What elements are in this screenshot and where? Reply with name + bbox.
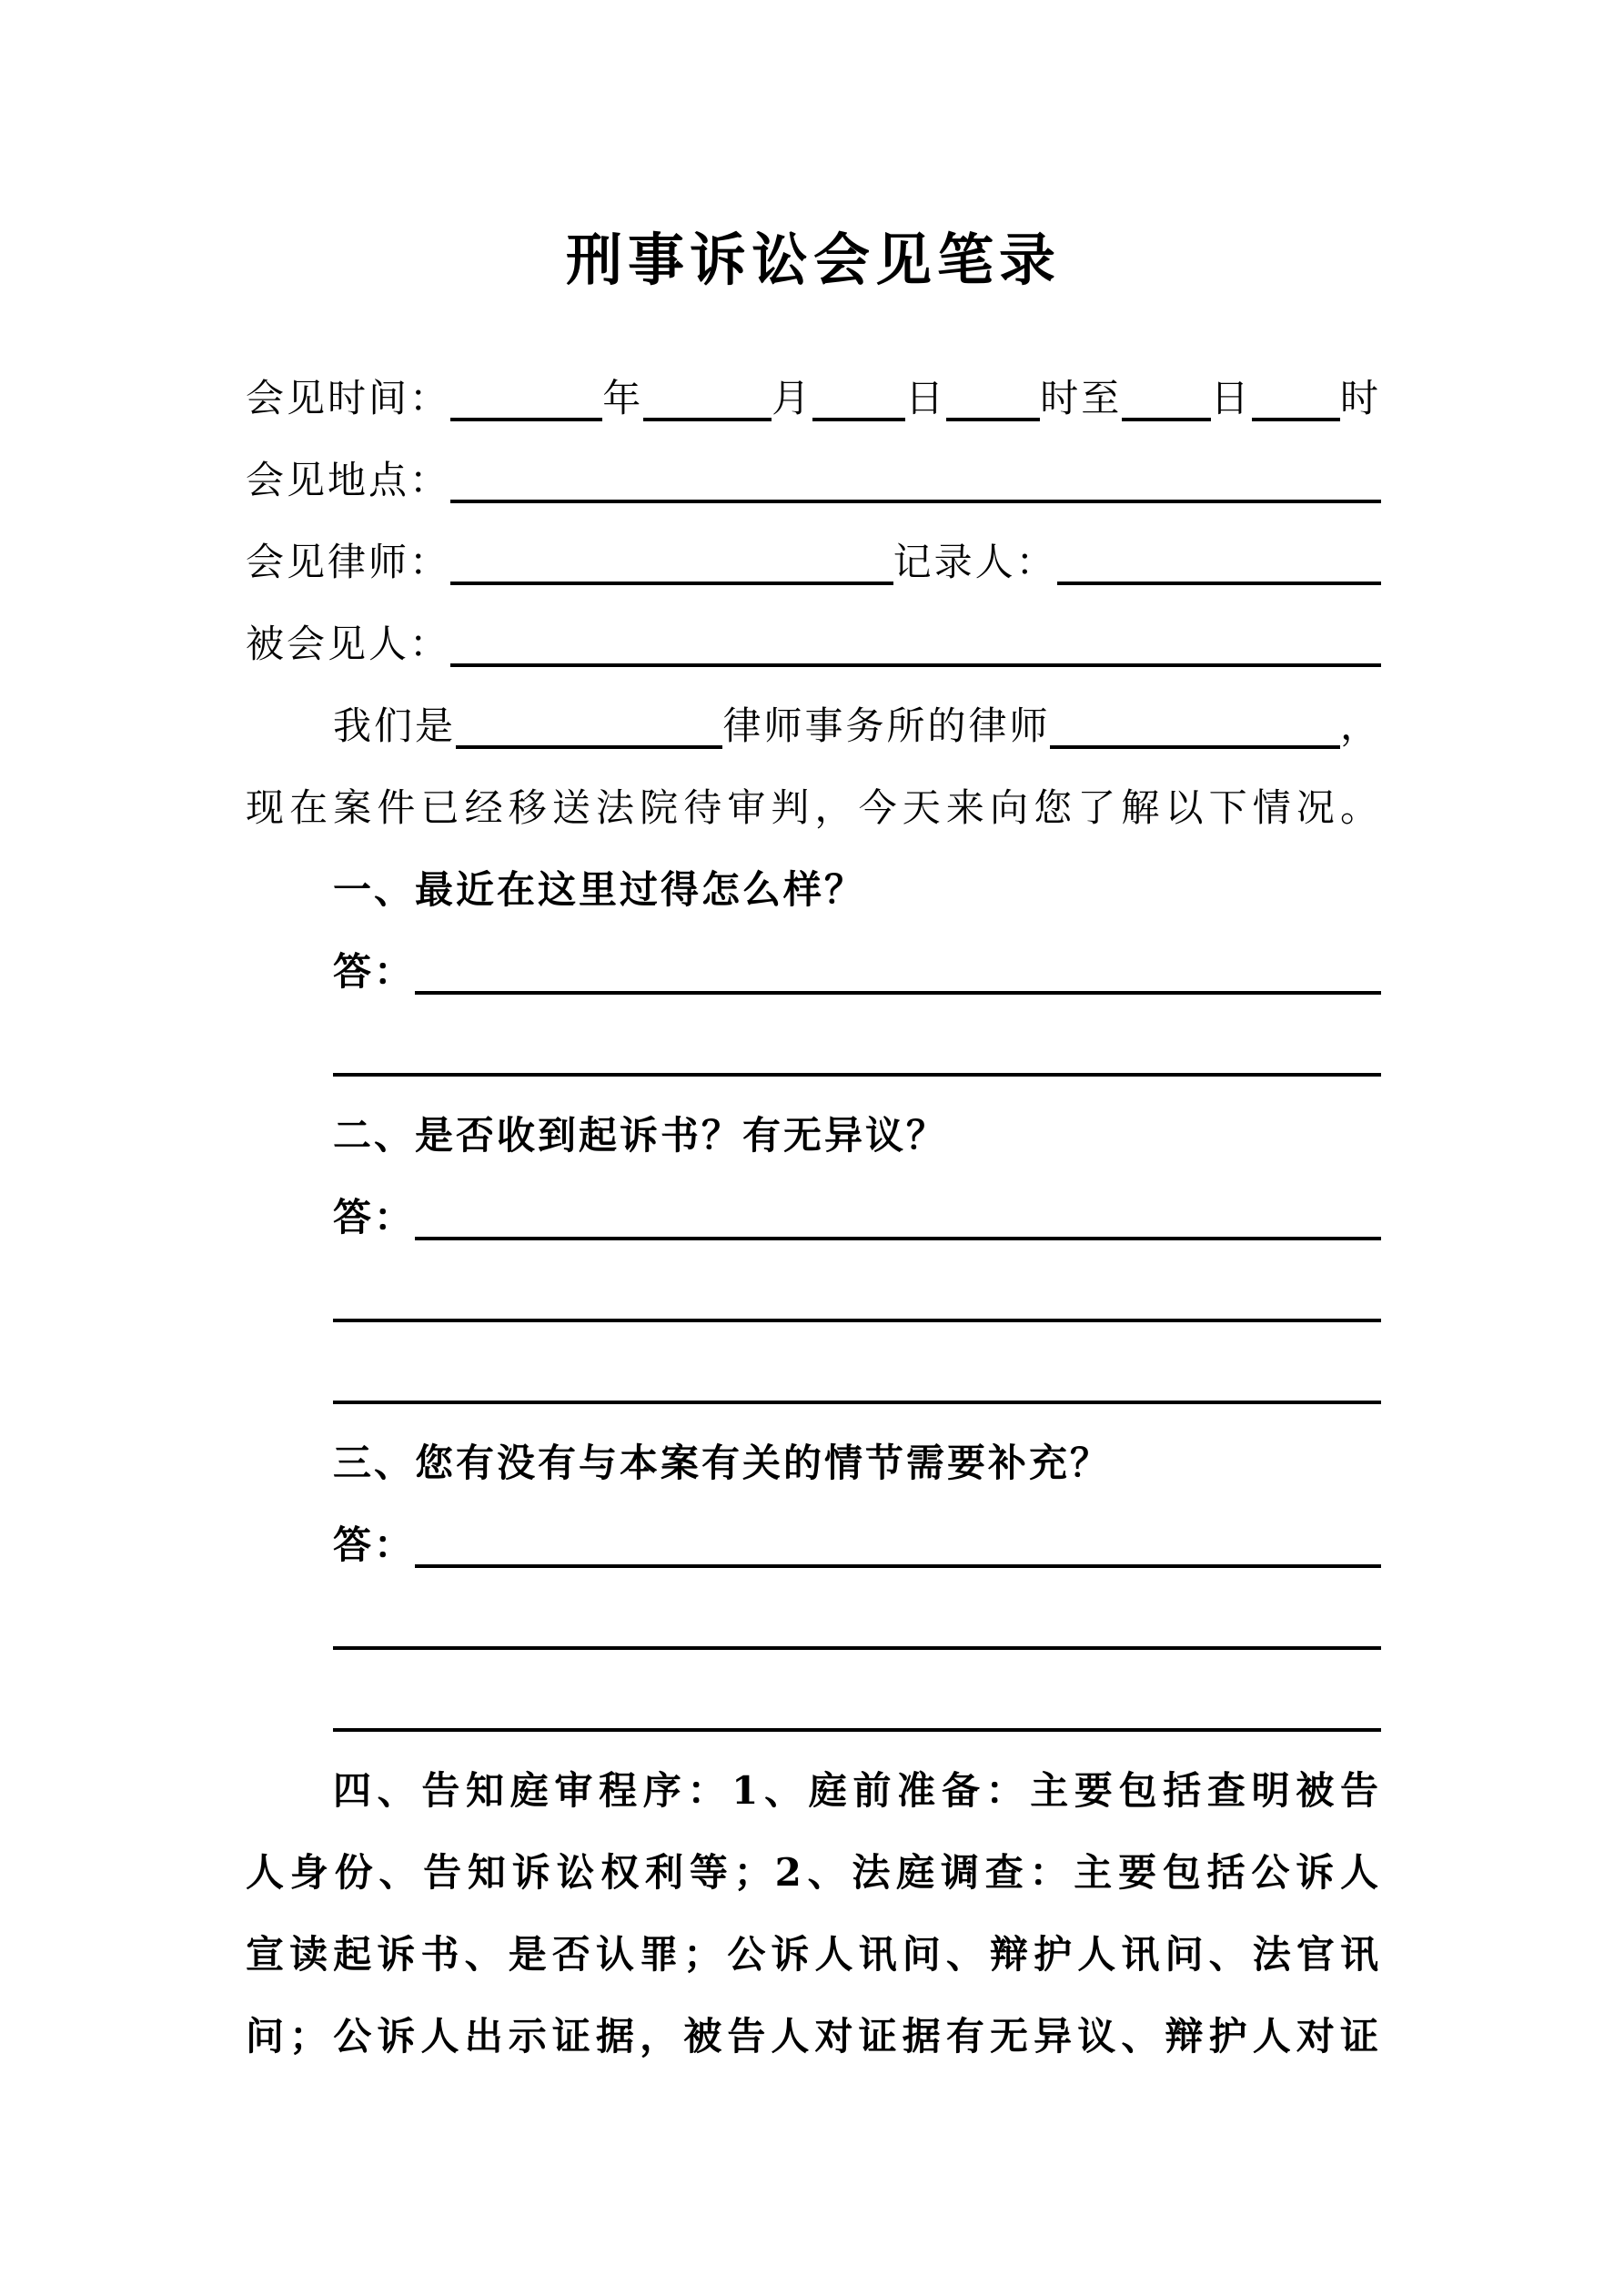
question-3-answer-row xyxy=(246,1486,1381,1568)
doc-title: 刑事诉讼会见笔录 xyxy=(565,227,1061,293)
fill-blank-day xyxy=(812,409,905,421)
fill-blank-location xyxy=(450,491,1381,503)
section-4-line-2-row xyxy=(246,1814,1381,1896)
question-3-heading: 三、您有没有与本案有关的情节需要补充？ xyxy=(333,1440,1112,1485)
question-2-heading-row xyxy=(246,1077,1381,1158)
section-4-line-1: 四、告知庭审程序：1、庭前准备：主要包括查明被告 xyxy=(333,1767,1381,1813)
fill-blank-lawyer xyxy=(450,572,893,585)
fill-blank-answer-1 xyxy=(415,982,1381,995)
fill-blank-interviewee xyxy=(450,654,1381,667)
question-3-heading-row xyxy=(246,1404,1381,1486)
intro-firm-row xyxy=(246,667,1381,749)
answer-2-extra-line-1 xyxy=(333,1240,1381,1322)
answer-label: 答： xyxy=(333,948,416,994)
unit-month: 月 xyxy=(772,375,813,420)
fill-blank-hour-end xyxy=(1252,409,1340,421)
answer-label: 答： xyxy=(333,1522,416,1567)
question-2-heading: 二、是否收到起诉书？有无异议？ xyxy=(333,1112,948,1158)
meeting-location-label: 会见地点： xyxy=(246,457,451,502)
unit-year: 年 xyxy=(602,375,644,420)
unit-day-end: 日 xyxy=(1210,375,1252,420)
question-1-heading-row xyxy=(246,831,1381,913)
meeting-time-label: 会见时间： xyxy=(246,375,451,420)
fill-blank-answer-2 xyxy=(415,1228,1381,1240)
question-1-answer-row xyxy=(246,913,1381,995)
intro-firm-suffix: 律师事务所的律师 xyxy=(722,703,1051,748)
intro-case-row xyxy=(246,749,1381,831)
answer-3-extra-line-2 xyxy=(333,1650,1381,1732)
unit-hour-to: 时至 xyxy=(1040,375,1123,420)
fill-blank-month xyxy=(643,409,772,421)
meeting-lawyer-row xyxy=(246,503,1381,585)
section-4-line-2: 人身份、告知诉讼权利等；2、法庭调查：主要包括公诉人 xyxy=(246,1849,1381,1895)
unit-day: 日 xyxy=(905,375,947,420)
fill-blank-hour-start xyxy=(946,409,1040,421)
fill-blank-firm-name xyxy=(456,736,722,749)
answer-1-extra-line xyxy=(333,995,1381,1077)
section-4-line-3: 宣读起诉书、是否认罪；公诉人讯问、辩护人讯问、法官讯 xyxy=(246,1931,1381,1977)
interviewee-row xyxy=(246,585,1381,667)
interviewee-label: 被会见人： xyxy=(246,621,451,666)
recorder-label: 记录人： xyxy=(893,539,1057,584)
intro-we-are: 我们是 xyxy=(333,703,457,748)
fill-blank-recorder xyxy=(1057,572,1381,585)
question-1-heading: 一、最近在这里过得怎么样？ xyxy=(333,866,866,912)
fill-blank-day-end xyxy=(1122,409,1210,421)
meeting-lawyer-label: 会见律师： xyxy=(246,539,451,584)
answer-3-extra-line-1 xyxy=(333,1568,1381,1650)
fill-blank-year xyxy=(450,409,602,421)
section-4-line-1-row xyxy=(246,1732,1381,1814)
fill-blank-answer-3 xyxy=(415,1555,1381,1568)
meeting-time-row xyxy=(246,339,1381,421)
unit-hour-end: 时 xyxy=(1339,375,1381,420)
fill-blank-lawyer-name xyxy=(1050,736,1340,749)
section-4-line-4-row xyxy=(246,1977,1381,2059)
intro-comma: ， xyxy=(1339,703,1381,748)
intro-case-text: 现在案件已经移送法院待审判，今天来向您了解以下情况。 xyxy=(246,784,1381,830)
section-4-line-3-row xyxy=(246,1896,1381,1977)
meeting-location-row xyxy=(246,421,1381,503)
answer-label: 答： xyxy=(333,1194,416,1239)
answer-2-extra-line-2 xyxy=(333,1322,1381,1404)
section-4-line-4: 问；公诉人出示证据，被告人对证据有无异议、辩护人对证 xyxy=(246,2013,1381,2058)
question-2-answer-row xyxy=(246,1158,1381,1240)
